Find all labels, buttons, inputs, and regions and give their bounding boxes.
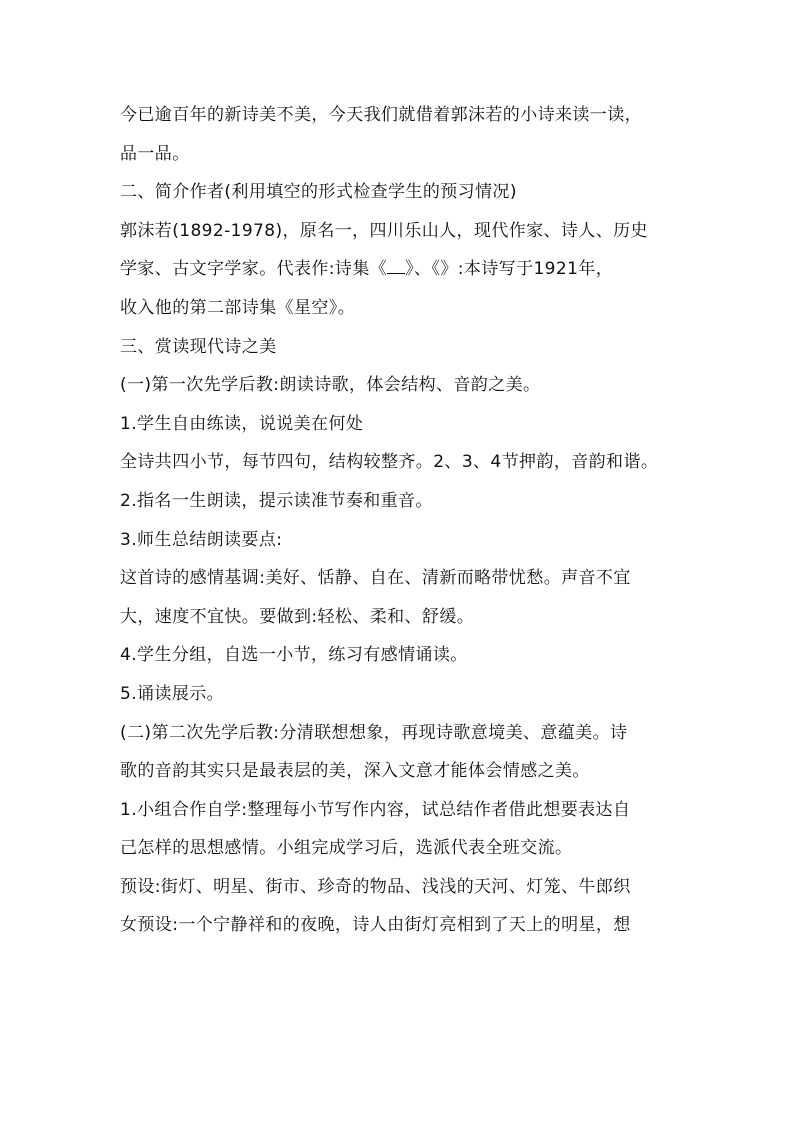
- text-line: 郭沫若(1892-1978)，原名一，四川乐山人，现代作家、诗人、历史: [120, 220, 648, 241]
- subsection-heading: (二)第二次先学后教:分清联想想象，再现诗歌意境美、意蕴美。诗: [120, 722, 628, 743]
- text-segment: 学家、古文字学家。代表作:诗集《: [120, 259, 388, 280]
- text-line: 女预设:一个宁静祥和的夜晚，诗人由街灯亮相到了天上的明星，想: [120, 915, 631, 936]
- text-line: 歌的音韵其实只是最表层的美，深入文意才能体会情感之美。: [120, 761, 590, 782]
- section-heading: 二、简介作者(利用填空的形式检查学生的预习情况): [120, 182, 517, 203]
- text-line: [120, 250, 680, 289]
- text-segment: 》、《》:本诗写于1921年，: [405, 259, 614, 280]
- list-item: 5.诵读展示。: [120, 683, 225, 704]
- section-heading: 三、赏读现代诗之美: [120, 336, 277, 357]
- fill-in-blank: [387, 273, 405, 274]
- text-line: 大，速度不宜快。要做到:轻松、柔和、舒缓。: [120, 606, 475, 627]
- text-line: 全诗共四小节，每节四句，结构较整齐。2、3、4节押韵，音韵和谐。: [120, 452, 659, 473]
- list-item: 1.学生自由练读，说说美在何处: [120, 413, 364, 434]
- list-item: 2.指名一生朗读，提示读准节奏和重音。: [120, 490, 433, 511]
- list-item: 4.学生分组，自选一小节，练习有感情诵读。: [120, 645, 468, 666]
- list-item: 3.师生总结朗读要点:: [120, 529, 283, 550]
- text-line: 这首诗的感情基调:美好、恬静、自在、清新而略带忧愁。声音不宜: [120, 568, 631, 589]
- text-line: 收入他的第二部诗集《星空》。: [120, 297, 356, 318]
- text-line: 预设:街灯、明星、街市、珍奇的物品、浅浅的天河、灯笼、牛郎织: [120, 876, 631, 897]
- subsection-heading: (一)第一次先学后教:朗读诗歌，体会结构、音韵之美。: [120, 375, 541, 396]
- document-body: [120, 96, 680, 945]
- text-line: 今已逾百年的新诗美不美，今天我们就借着郭沫若的小诗来读一读，: [120, 105, 642, 125]
- text-line: 己怎样的思想感情。小组完成学习后，选派代表全班交流。: [120, 838, 573, 859]
- list-item: 1.小组合作自学:整理每小节写作内容，试总结作者借此想要表达自: [120, 799, 631, 820]
- text-line: 品一品。: [120, 143, 190, 164]
